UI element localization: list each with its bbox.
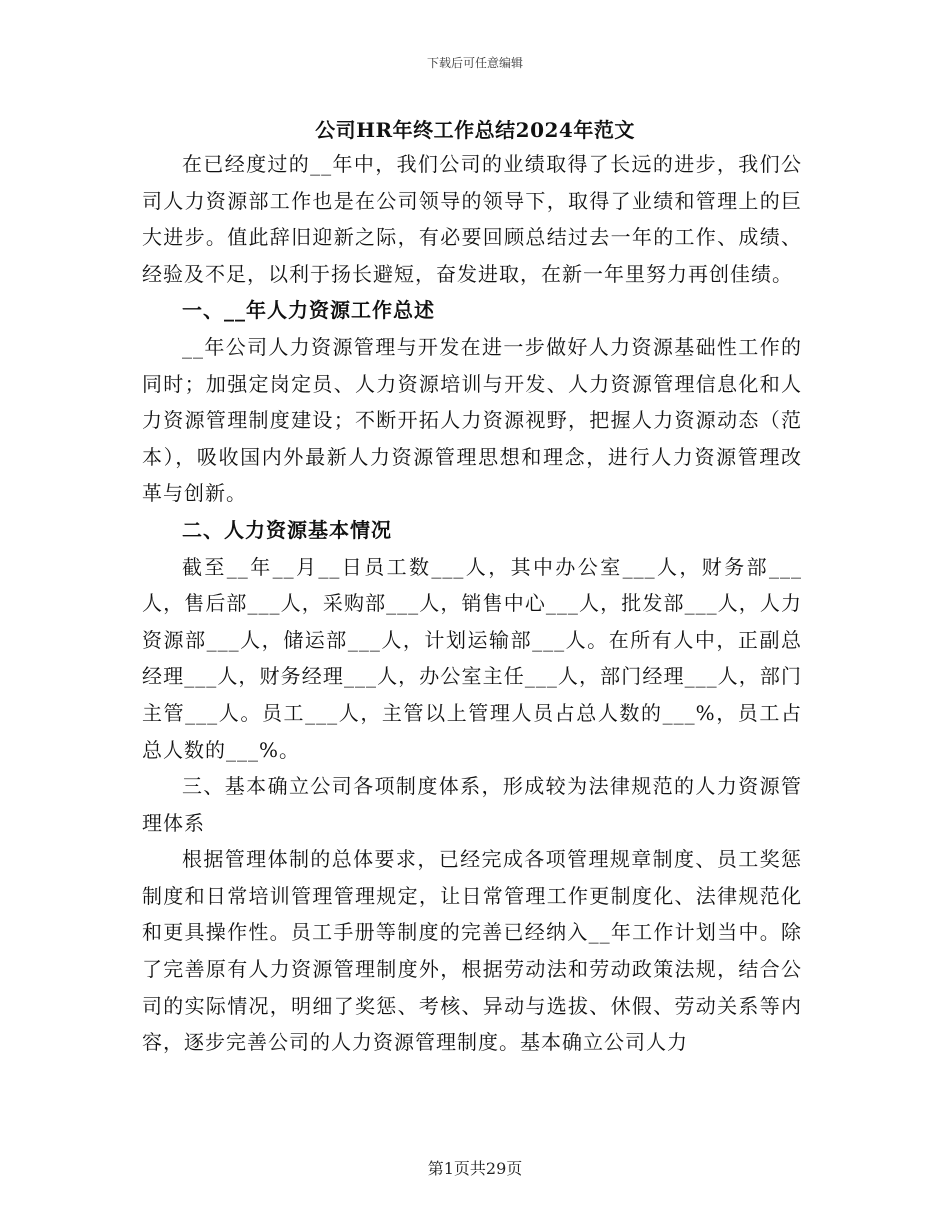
section-2-paragraph: 截至__年__月__日员工数___人，其中办公室___人，财务部___人，售后部___人，采购部___人，销售中心___人，批发部___人，人力资源部___人，储运部___人，计划运输部___人。在所有人中，正副总经理___人，财务经理___人，办公室主任___人，部门经理___人，部门主管___人。员工___人，主管以上管理人员占总人数的___%，员工占总人数的___%。 bbox=[142, 554, 802, 762]
intro-paragraph: 在已经度过的__年中，我们公司的业绩取得了长远的进步，我们公司人力资源部工作也是在公司领导的领导下，取得了业绩和管理上的巨大进步。值此辞旧迎新之际，有必要回顾总结过去一年的工作、成绩、经验及不足，以利于扬长避短，奋发进取，在新一年里努力再创佳绩。 bbox=[142, 152, 802, 286]
page-number: 第1页共29页 bbox=[427, 1159, 523, 1178]
header-note: 下载后可任意编辑 bbox=[426, 56, 523, 70]
document-body bbox=[142, 146, 802, 1061]
section-heading-3: 三、基本确立公司各项制度体系，形成较为法律规范的人力资源管理体系 bbox=[142, 774, 802, 835]
section-heading-1: 一、__年人力资源工作总述 bbox=[182, 298, 435, 323]
section-heading-2: 二、人力资源基本情况 bbox=[182, 517, 392, 542]
section-1-paragraph: __年公司人力资源管理与开发在进一步做好人力资源基础性工作的同时；加强定岗定员、人力资源培训与开发、人力资源管理信息化和人力资源管理制度建设；不断开拓人力资源视野，把握人力资源动态（范本），吸收国内外最新人力资源管理思想和理念，进行人力资源管理改革与创新。 bbox=[142, 334, 802, 506]
document-title: 公司HR年终工作总结2024年范文 bbox=[315, 118, 635, 142]
section-3-paragraph: 根据管理体制的总体要求，已经完成各项管理规章制度、员工奖惩制度和日常培训管理管理规定，让日常管理工作更制度化、法律规范化和更具操作性。员工手册等制度的完善已经纳入__年工作计划当中。除了完善原有人力资源管理制度外，根据劳动法和劳动政策法规，结合公司的实际情况，明细了奖惩、考核、异动与选拔、休假、劳动关系等内容，逐步完善公司的人力资源管理制度。基本确立公司人力 bbox=[142, 847, 802, 1055]
